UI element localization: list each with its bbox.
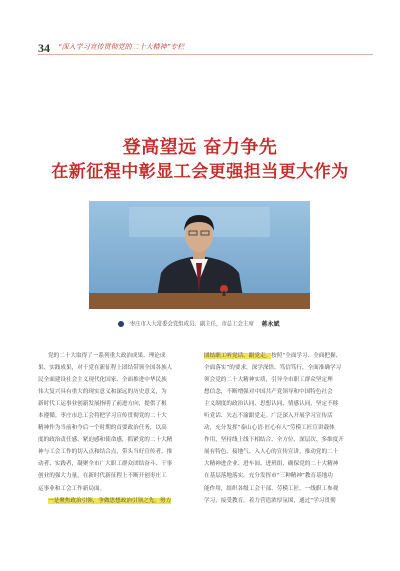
caption-text: 枣庄市人大常委会党组成员、副主任，市总工会主席 bbox=[129, 321, 254, 328]
paragraph-line: 作用，坚持线上线下相结合、全方位、深层次、多维度开 bbox=[204, 437, 344, 444]
paragraph-line: 本遵循。枣庄市总工会将把学习宣传贯彻党的二十大 bbox=[38, 413, 167, 420]
paragraph-line: 能作用，组织各级工会干部、劳模工匠、一线职工参观 bbox=[204, 485, 339, 492]
paragraph-line: 大精神进企业、进车间、进班组，确保党的二十大精神 bbox=[204, 461, 339, 468]
paragraph-line: 听党话、矢志不渝跟党走。广泛深入开展学习宣传活 bbox=[204, 413, 333, 420]
paragraph-line: 运事业和工会工作新局面。 bbox=[38, 485, 106, 492]
caption-bullet-icon bbox=[118, 321, 124, 327]
paragraph-text: 按照“全面学习、全面把握、 bbox=[271, 353, 342, 359]
highlight-text: 一是聚焦政治引领，争做思想政治引领之先。努力 bbox=[48, 497, 172, 504]
body-left-column bbox=[38, 350, 186, 507]
paragraph-line: 全面落实”的要求，深学深悟、笃信笃行，全面准确学习 bbox=[204, 365, 342, 372]
article-title-line2: 在新征程中彰显工会更强担当更大作为 bbox=[51, 162, 349, 182]
paragraph-line: 动者、实践者，凝聚全市广大职工群众团结奋斗、干事 bbox=[38, 461, 173, 468]
page-header bbox=[38, 41, 378, 55]
paragraph-line: 在基层落地落实。充分发挥市“三种精神”教育基地功 bbox=[204, 473, 333, 480]
caption-author-name: 蒋永斌 bbox=[261, 321, 280, 328]
column-banner: “深入学习宣传贯彻党的二十大精神”专栏 bbox=[58, 43, 185, 51]
speaker-photo bbox=[89, 201, 310, 309]
page-number: 34 bbox=[38, 41, 50, 55]
paragraph-line: 度的政治责任感、紧迫感和使命感，抓紧党的二十大精 bbox=[38, 437, 173, 444]
speaker-photo-drawing bbox=[89, 201, 310, 309]
paragraph-line: 精神作为当前和今后一个时期的首要政治任务，以高 bbox=[38, 425, 167, 432]
highlight-text: 团结职工听党话、跟党走。 bbox=[204, 353, 272, 359]
paragraph-line: 动，充分发挥“泰山心语·匠心有人”劳模工匠宣讲载体 bbox=[204, 425, 335, 432]
article-title-line1: 登高望远 奋力争先 bbox=[122, 137, 278, 158]
paragraph-line: 领会党的二十大精神实质，引导全市职工群众坚定理 bbox=[204, 377, 333, 384]
body-right-column bbox=[204, 350, 352, 507]
paragraph-line: 新时代工运事业创新发展指明了前进方向，提供了根 bbox=[38, 401, 167, 408]
paragraph-line bbox=[204, 350, 352, 362]
paragraph-line: 展有特色、接地气、入人心的宣传宣讲，推动党的二十 bbox=[204, 449, 339, 456]
paragraph-line: 党的二十大取得了一系列重大政治成果、理论成 bbox=[48, 353, 166, 359]
photo-caption bbox=[118, 319, 400, 331]
paragraph-line: 创业的强大力量，在新时代新征程上不断开创枣庄工 bbox=[38, 473, 167, 480]
paragraph-line: 民全面建设社会主义现代化国家、全面推进中华民族 bbox=[38, 377, 167, 384]
header-rule bbox=[38, 54, 373, 55]
paragraph-line: 神与工会工作的切入点和结合点，带头当好宣传者、推 bbox=[38, 449, 173, 456]
paragraph-line: 伟大复兴具有重大的现实意义和深远的历史意义，为 bbox=[38, 389, 167, 396]
paragraph-line: 主义制度的政治认同、思想认同、情感认同，坚定不移 bbox=[204, 401, 339, 408]
paragraph-line: 学习，接受教育。着力营造浓厚氛围，通过“学习贯彻 bbox=[204, 497, 336, 504]
paragraph-line: 想信念，不断增强对中国共产党领导和中国特色社会 bbox=[204, 389, 333, 396]
paragraph-line: 果、实践成果，对于党在新征程上团结带领全国各族人 bbox=[38, 365, 173, 372]
highlighted-line bbox=[38, 495, 186, 507]
